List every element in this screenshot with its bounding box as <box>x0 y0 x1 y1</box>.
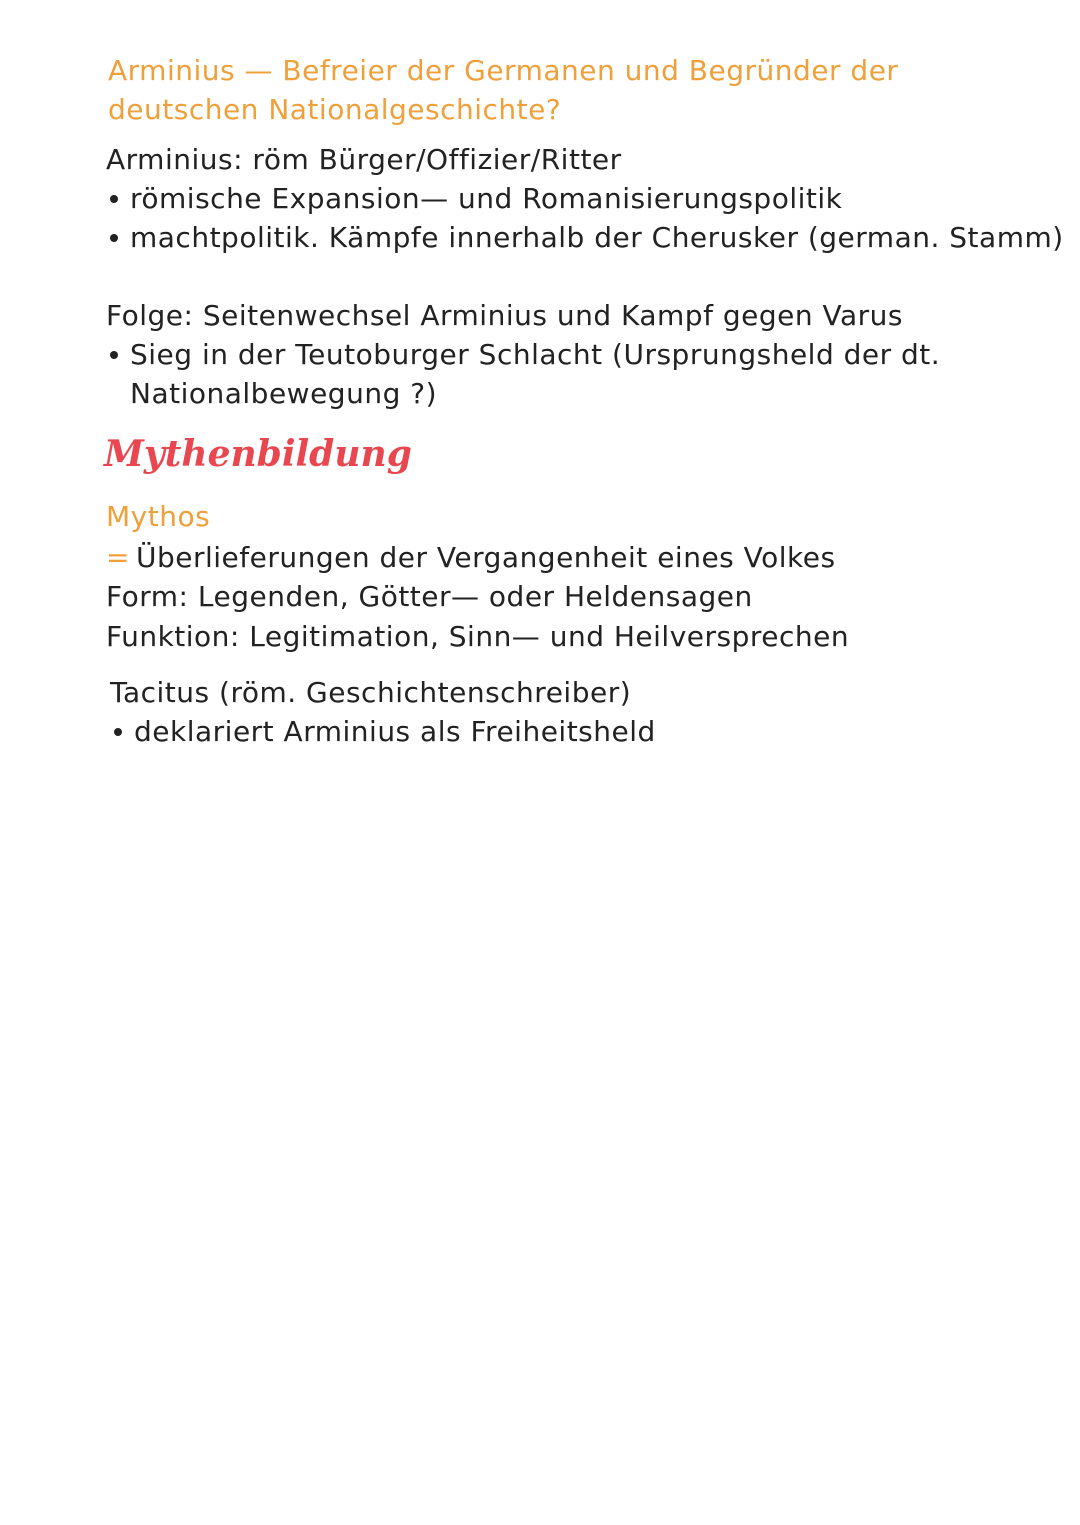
heading-line-1: Arminius — Befreier der Germanen und Begründer der <box>108 54 899 87</box>
bullet-dot <box>110 195 118 203</box>
mythos-definition: Überlieferungen der Vergangenheit eines Volkes <box>135 541 836 574</box>
bullet-teutoburg-line-2: Nationalbewegung ?) <box>130 377 438 410</box>
bullet-power-politics: machtpolitik. Kämpfe innerhalb der Cherusker (german. Stamm) <box>130 221 1064 254</box>
heading-line-2: deutschen Nationalgeschichte? <box>108 93 562 126</box>
mythos-term: Mythos <box>106 500 211 533</box>
folge-intro: Folge: Seitenwechsel Arminius und Kampf gegen Varus <box>106 299 903 332</box>
bullet-dot <box>110 234 118 242</box>
mythos-definition-row <box>106 539 836 577</box>
bullet-roman-expansion: römische Expansion— und Romanisierungspolitik <box>130 182 843 215</box>
bullet-teutoburg-line-1: Sieg in der Teutoburger Schlacht (Ursprungsheld der dt. <box>130 338 941 371</box>
bullet-dot <box>110 351 118 359</box>
bullet-dot <box>114 728 122 736</box>
equals-sign: = <box>106 541 130 574</box>
bullet-tacitus: deklariert Arminius als Freiheitsheld <box>134 715 656 748</box>
tacitus-intro: Tacitus (röm. Geschichtenschreiber) <box>110 676 632 709</box>
arminius-intro: Arminius: röm Bürger/Offizier/Ritter <box>106 143 622 176</box>
mythos-form: Form: Legenden, Götter— oder Heldensagen <box>106 580 753 613</box>
section-title-mythenbildung: Mythenbildung <box>104 433 412 475</box>
mythos-funktion: Funktion: Legitimation, Sinn— und Heilversprechen <box>106 620 850 653</box>
